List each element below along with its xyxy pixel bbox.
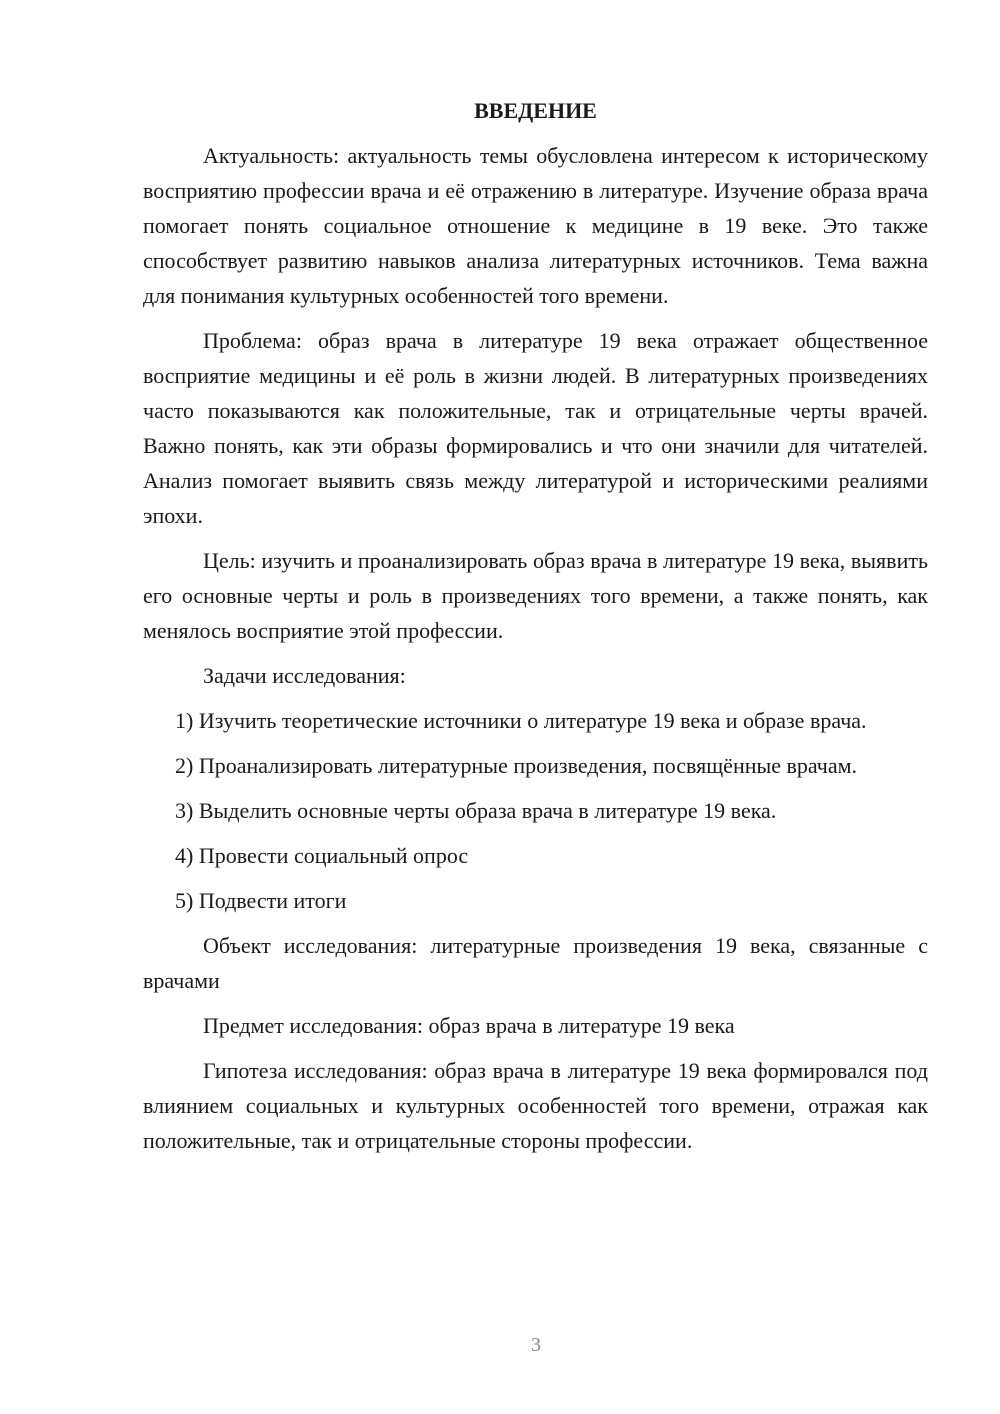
task-item-3: 3) Выделить основные черты образа врача в литературе 19 века.: [175, 798, 777, 823]
paragraph-relevance: Актуальность: актуальность темы обусловлена интересом к историческому восприятию профессии врача и её отражению в литературе. Изучение образа врача помогает понять социальное отношение к медицине в 19 веке. Это также способствует развитию навыков анализа литературных источников. Тема важна для понимания культурных особенностей того времени.: [143, 143, 928, 308]
paragraph-problem: Проблема: образ врача в литературе 19 века отражает общественное восприятие медицины и её роль в жизни людей. В литературных произведениях часто показываются как положительные, так и отрицательные черты врачей. Важно понять, как эти образы формировались и что они значили для читателей. Анализ помогает выявить связь между литературой и историческими реалиями эпохи.: [143, 328, 928, 528]
paragraph-hypothesis: Гипотеза исследования: образ врача в литературе 19 века формировался под влиянием социальных и культурных особенностей того времени, отражая как положительные, так и отрицательные стороны профессии.: [143, 1058, 928, 1153]
task-item-2: 2) Проанализировать литературные произведения, посвящённые врачам.: [175, 753, 858, 778]
paragraph-subject: Предмет исследования: образ врача в литературе 19 века: [203, 1013, 735, 1038]
document-page: [143, 96, 928, 1168]
paragraph-tasks-heading: Задачи исследования:: [203, 663, 406, 688]
section-title: ВВЕДЕНИЕ: [474, 98, 597, 123]
paragraph-goal: Цель: изучить и проанализировать образ врача в литературе 19 века, выявить его основные черты и роль в произведениях того времени, а также понять, как менялось восприятие этой профессии.: [143, 548, 928, 643]
task-item-5: 5) Подвести итоги: [175, 888, 347, 913]
task-item-1: 1) Изучить теоретические источники о литературе 19 века и образе врача.: [175, 708, 867, 733]
page-number: 3: [531, 1334, 541, 1356]
task-item-4: 4) Провести социальный опрос: [175, 843, 469, 868]
paragraph-object: Объект исследования: литературные произведения 19 века, связанные с врачами: [143, 933, 928, 993]
